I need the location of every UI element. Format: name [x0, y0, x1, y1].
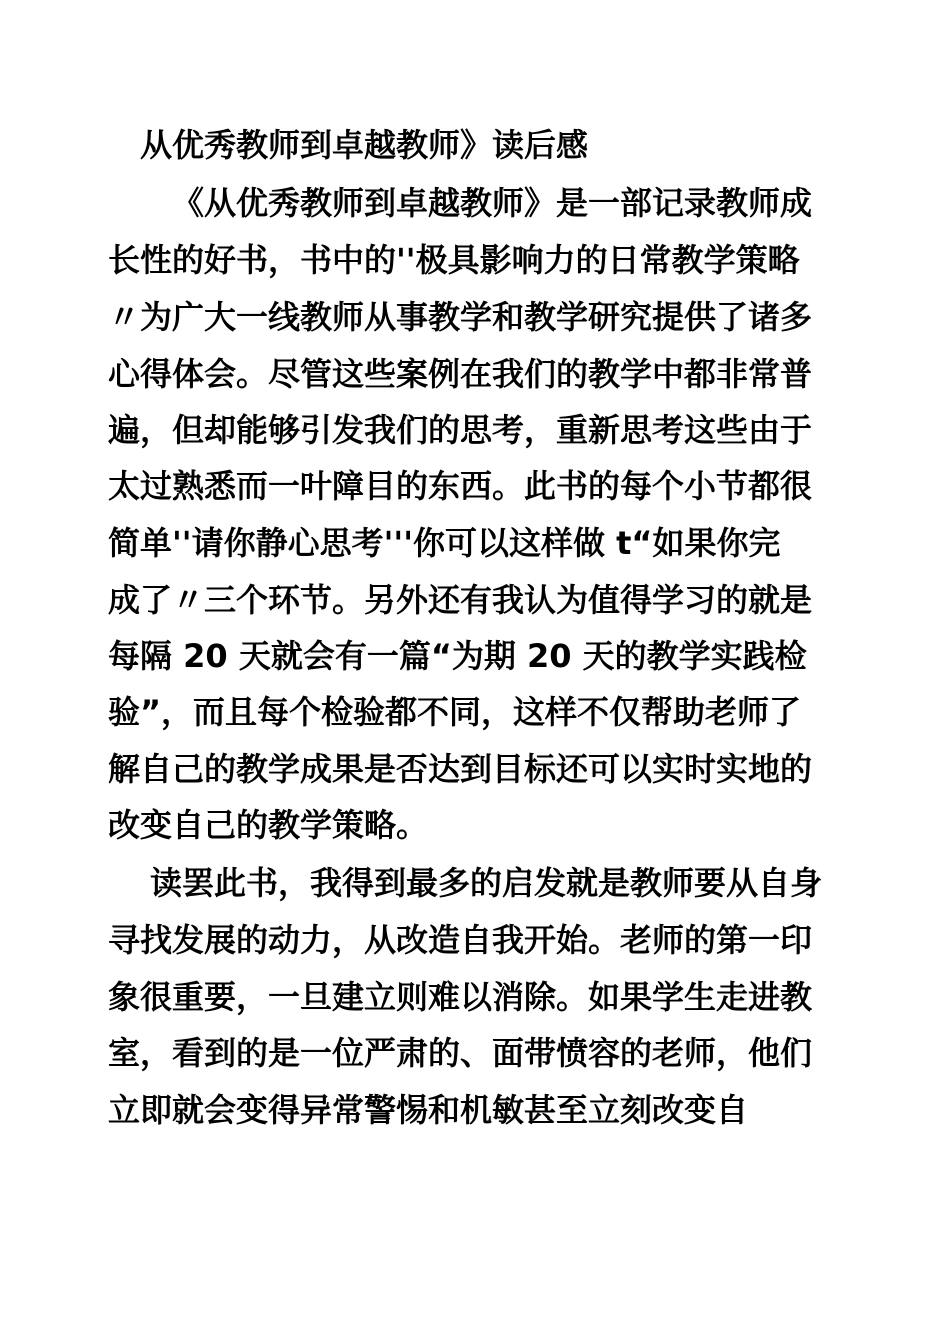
paragraph-line: 验”，而且每个检验都不同，这样不仅帮助老师了 — [108, 693, 802, 731]
paragraph-line: 《从优秀教师到卓越教师》是一部记录教师成 — [172, 184, 813, 222]
paragraph-line: 遍，但却能够引发我们的思考，重新思考这些由于 — [108, 411, 813, 449]
document-title: 从优秀教师到卓越教师》读后感 — [140, 126, 589, 164]
paragraph-line: 象很重要，一旦建立则难以消除。如果学生走进教 — [108, 978, 813, 1016]
paragraph-line: 寻找发展的动力，从改造自我开始。老师的第一印 — [108, 921, 813, 959]
paragraph-line: 心得体会。尽管这些案例在我们的教学中都非常普 — [108, 355, 813, 393]
paragraph-line: 每隔 20 天就会有一篇“为期 20 天的教学实践检 — [108, 637, 807, 675]
paragraph-line: 简单''请你静心思考'''你可以这样做 t“如果你完 — [108, 524, 781, 562]
paragraph-line: 长性的好书，书中的''极具影响力的日常教学策略 — [108, 241, 800, 279]
paragraph-line: 读罢此书，我得到最多的启发就是教师要从自身 — [150, 864, 823, 902]
paragraph-line: 立即就会变得异常警惕和机敏甚至立刻改变自 — [108, 1091, 749, 1129]
paragraph-line: 太过熟悉而一叶障目的东西。此书的每个小节都很 — [108, 467, 813, 505]
paragraph-line: 〃为广大一线教师从事教学和教学研究提供了诸多 — [108, 298, 813, 336]
paragraph-line: 成了〃三个环节。另外还有我认为值得学习的就是 — [108, 581, 813, 619]
paragraph-line: 改变自己的教学策略。 — [108, 806, 429, 844]
paragraph-line: 室，看到的是一位严肃的、面带愤容的老师，他们 — [108, 1034, 813, 1072]
paragraph-line: 解自己的教学成果是否达到目标还可以实时实地的 — [108, 750, 813, 788]
